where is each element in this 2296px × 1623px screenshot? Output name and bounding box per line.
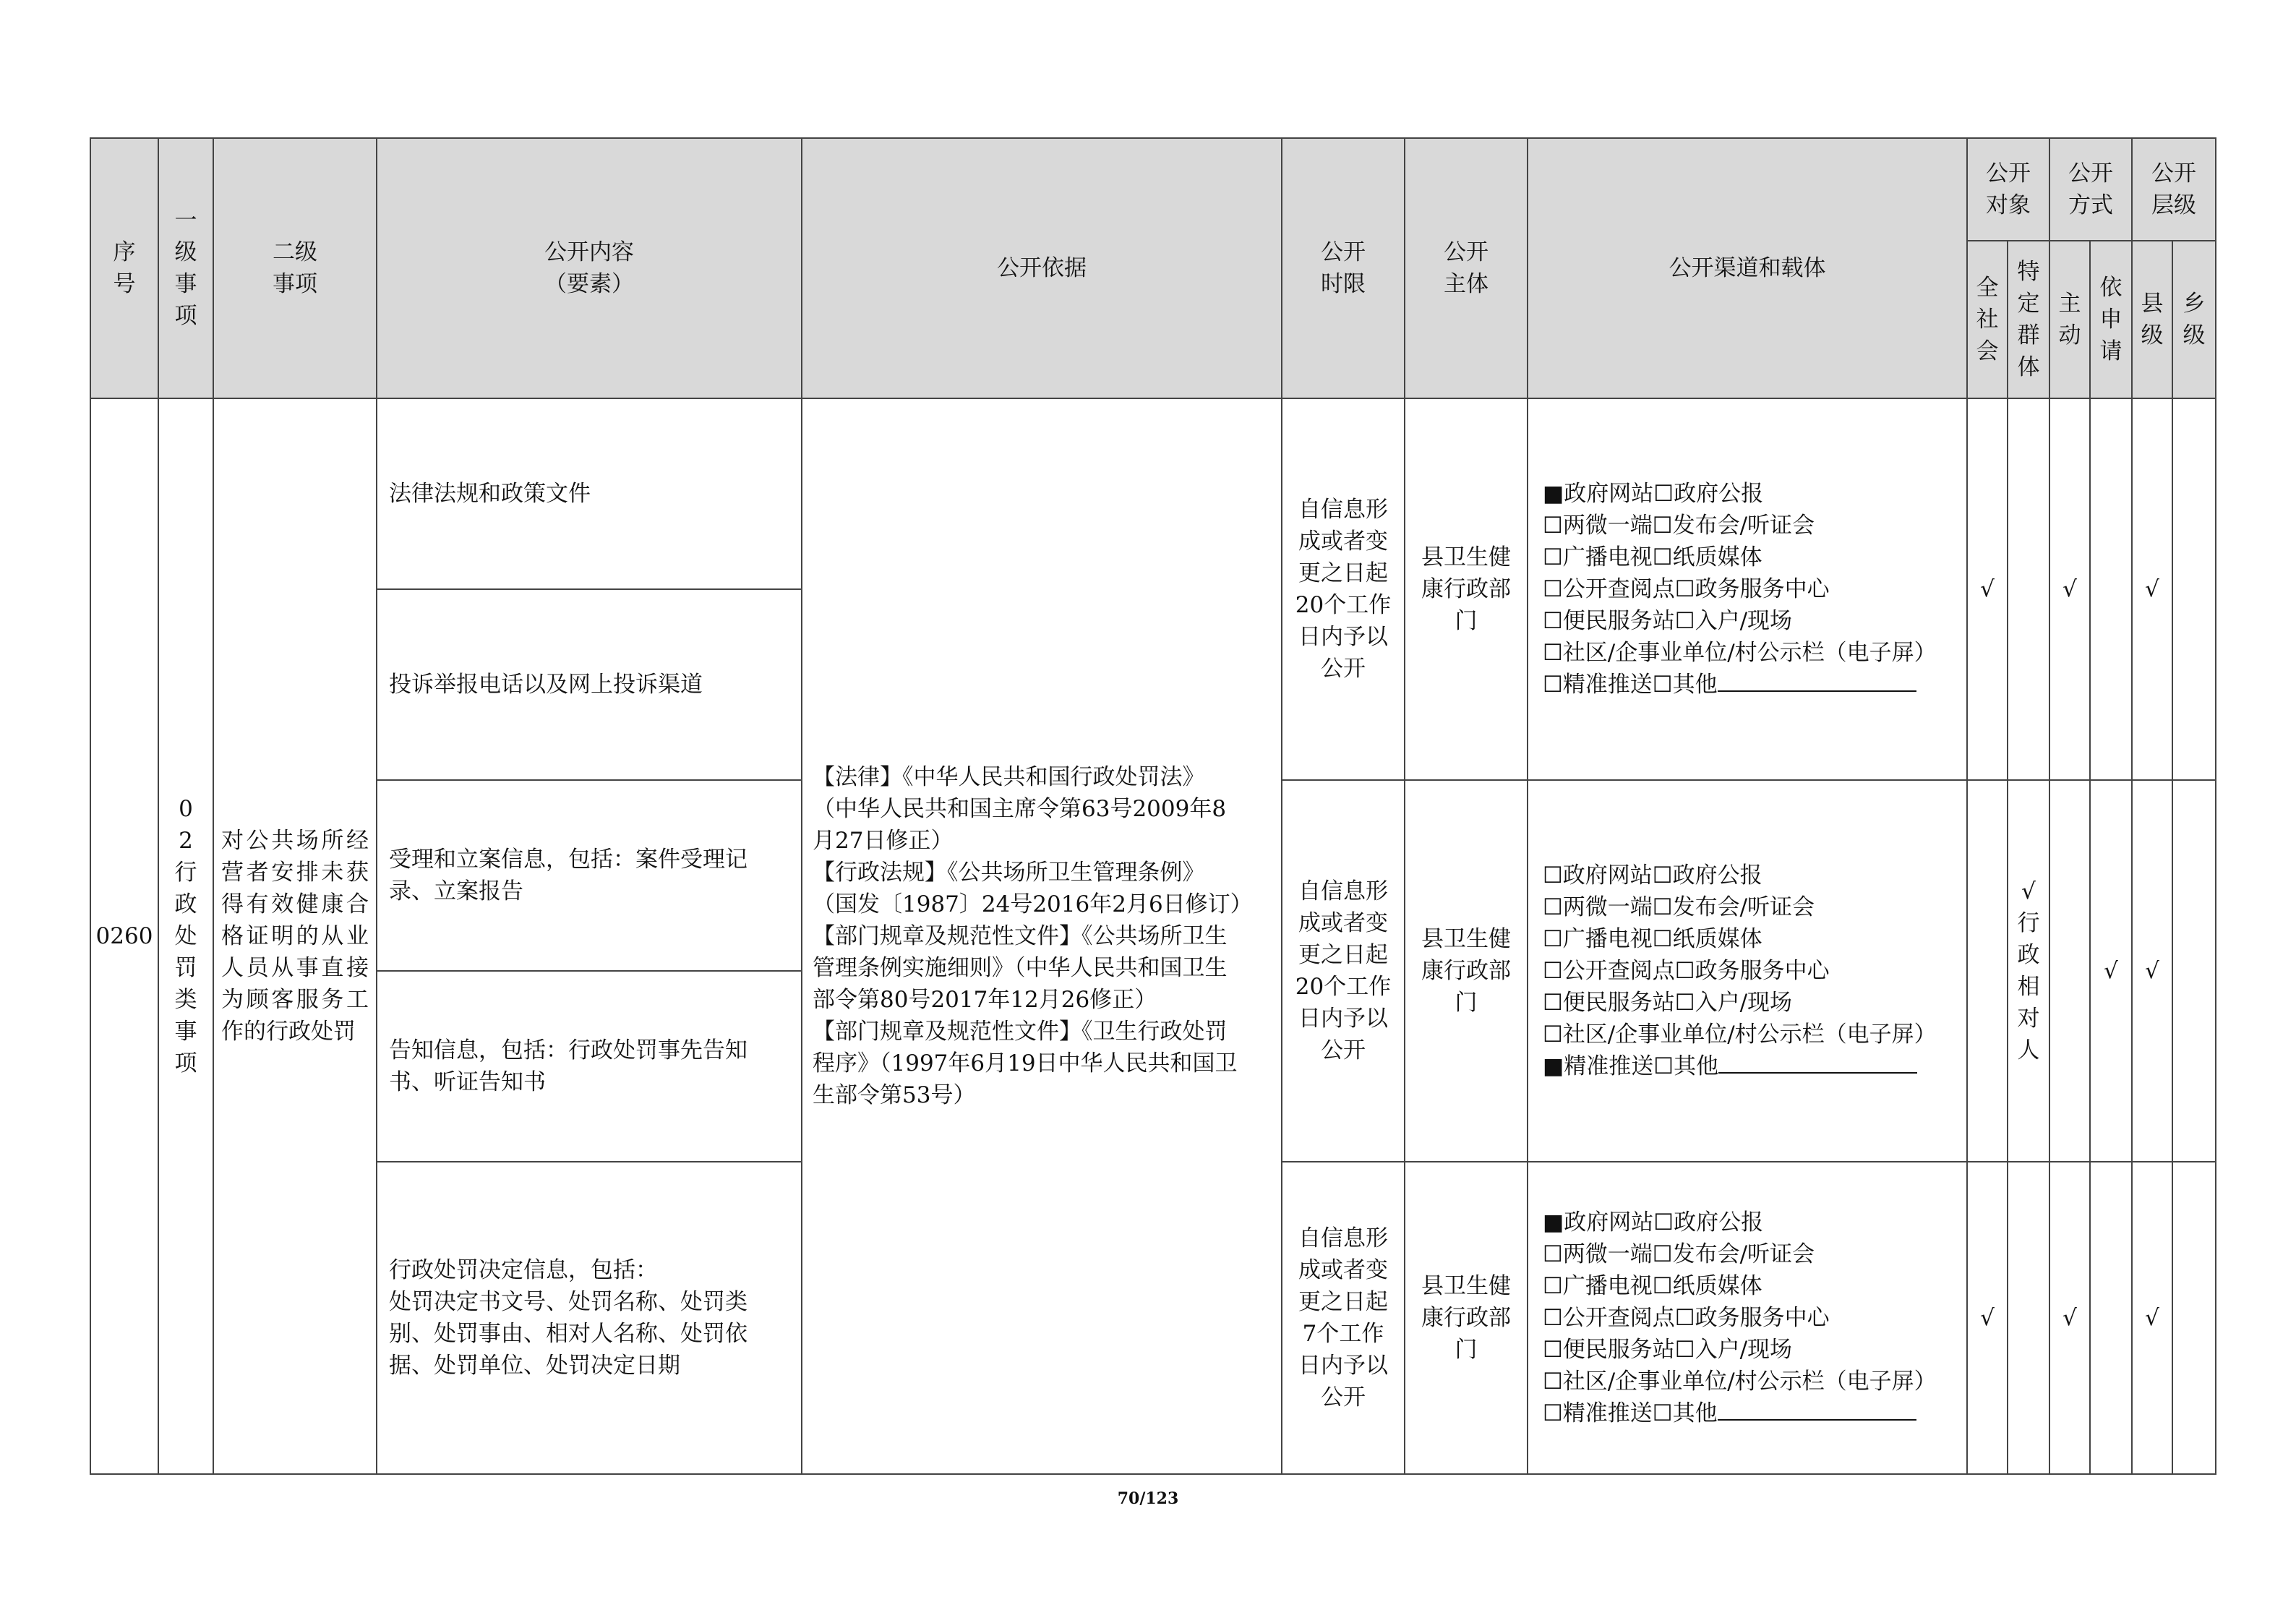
time-line: 更之日起	[1298, 1289, 1388, 1315]
basis-line: （中华人民共和国主席令第63号2009年8	[813, 796, 1227, 822]
header-content-sub: （要素）	[544, 271, 634, 297]
subject-line: 康行政部	[1421, 958, 1511, 984]
time-line: 公开	[1321, 1037, 1366, 1063]
mark-method-active: √	[2049, 1162, 2090, 1474]
row-level2: 对公共场所经营者安排未获得有效健康合格证明的从业人员从事直接为顾客服务工作的行政处罚	[213, 398, 377, 1474]
content-text: 书、听证告知书	[389, 1069, 546, 1095]
mark-level-township	[2172, 398, 2216, 780]
channel-line: ☐两微一端☐发布会/听证会	[1543, 894, 1815, 920]
content-text: 受理和立案信息，包括：案件受理记	[389, 847, 748, 873]
time-line: 20个工作	[1295, 974, 1392, 1000]
row-seq: 0260	[90, 398, 158, 1474]
mark-method-active: √	[2049, 398, 2090, 780]
channel-line: ☐广播电视☐纸质媒体	[1543, 1273, 1762, 1299]
header-method: 公开方式	[2049, 138, 2132, 241]
subject-line: 县卫生健	[1421, 1273, 1511, 1299]
subject-cell	[1405, 1162, 1528, 1474]
channel-line: ☐广播电视☐纸质媒体	[1543, 926, 1762, 952]
header-object-all: 全社会	[1967, 241, 2008, 398]
channel-cell	[1528, 398, 1967, 780]
channel-line: ■政府网站☐政府公报	[1543, 481, 1764, 507]
header-method-active: 主动	[2049, 241, 2090, 398]
content-cell	[377, 1162, 802, 1474]
other-blank-underline	[1718, 669, 1916, 692]
subject-cell	[1405, 398, 1528, 780]
channel-cell	[1528, 1162, 1967, 1474]
time-line: 更之日起	[1298, 942, 1388, 968]
header-content-title: 公开内容	[544, 239, 634, 265]
time-line: 成或者变	[1298, 528, 1388, 554]
time-limit-cell	[1282, 1162, 1405, 1474]
channel-cell	[1528, 780, 1967, 1162]
content-text: 告知信息，包括：行政处罚事先告知	[389, 1037, 748, 1063]
content-text: 行政处罚决定信息，包括：	[389, 1257, 658, 1283]
time-line: 日内予以	[1298, 624, 1388, 650]
header-channel: 公开渠道和载体	[1528, 138, 1967, 398]
channel-line-text: ☐精准推送☐其他	[1543, 1400, 1718, 1426]
mark-level-township	[2172, 780, 2216, 1162]
time-line: 日内予以	[1298, 1353, 1388, 1379]
mark-object-specific	[2008, 398, 2049, 780]
channel-line: ■政府网站☐政府公报	[1543, 1209, 1764, 1236]
header-seq: 序号	[90, 138, 158, 398]
basis-line: 月27日修正）	[813, 828, 954, 854]
header-level-county: 县级	[2132, 241, 2172, 398]
channel-line: ☐社区/企事业单位/村公示栏（电子屏）	[1543, 1022, 1937, 1048]
row-level1: 02行政处罚类事项	[158, 398, 213, 1474]
channel-line: ☐社区/企事业单位/村公示栏（电子屏）	[1543, 1369, 1937, 1395]
content-text: 法律法规和政策文件	[389, 481, 591, 507]
page-number: 70/123	[1117, 1489, 1179, 1508]
header-time-limit: 公开时限	[1282, 138, 1405, 398]
channel-line: ☐公开查阅点☐政务服务中心	[1543, 1305, 1830, 1331]
header-basis: 公开依据	[802, 138, 1282, 398]
time-line: 7个工作	[1302, 1321, 1384, 1347]
header-level: 公开层级	[2132, 138, 2216, 241]
mark-level-county: √	[2132, 1162, 2172, 1474]
basis-line: 【部门规章及规范性文件】《卫生行政处罚	[813, 1019, 1228, 1045]
channel-line-text: ■精准推送☐其他	[1543, 1053, 1719, 1079]
channel-line: ☐政府网站☐政府公报	[1543, 862, 1762, 888]
content-text: 投诉举报电话以及网上投诉渠道	[389, 672, 703, 698]
basis-line: 【法律】《中华人民共和国行政处罚法》	[813, 764, 1205, 790]
basis-cell	[802, 398, 1282, 1474]
content-cell	[377, 589, 802, 780]
header-level-township: 乡级	[2172, 241, 2216, 398]
mark-method-apply	[2090, 1162, 2132, 1474]
channel-line: ☐公开查阅点☐政务服务中心	[1543, 576, 1830, 602]
subject-line: 县卫生健	[1421, 926, 1511, 952]
subject-line: 门	[1455, 608, 1478, 634]
time-line: 自信息形	[1298, 1225, 1388, 1251]
mark-level-county: √	[2132, 780, 2172, 1162]
channel-line: ☐公开查阅点☐政务服务中心	[1543, 958, 1830, 984]
channel-line	[1543, 1050, 1952, 1082]
basis-line: 管理条例实施细则》（中华人民共和国卫生	[813, 955, 1228, 981]
basis-line: 程序》（1997年6月19日中华人民共和国卫	[813, 1050, 1238, 1076]
mark-method-active	[2049, 780, 2090, 1162]
channel-line	[1543, 669, 1952, 701]
time-limit-cell	[1282, 780, 1405, 1162]
content-text: 录、立案报告	[389, 878, 523, 904]
subject-cell	[1405, 780, 1528, 1162]
basis-line: 部令第80号2017年12月26修正）	[813, 987, 1157, 1013]
mark-method-apply	[2090, 398, 2132, 780]
channel-line	[1543, 1397, 1952, 1429]
time-line: 公开	[1321, 1384, 1366, 1410]
other-blank-underline	[1718, 1050, 1917, 1074]
content-text: 处罚决定书文号、处罚名称、处罚类	[389, 1289, 748, 1315]
header-object-specific: 特定群体	[2008, 241, 2049, 398]
time-line: 自信息形	[1298, 878, 1388, 904]
basis-line: 【行政法规】《公共场所卫生管理条例》	[813, 860, 1205, 886]
time-line: 成或者变	[1298, 1257, 1388, 1283]
basis-line: （国发〔1987〕24号2016年2月6日修订）	[813, 891, 1253, 917]
mark-object-specific: √行政相对人	[2008, 780, 2049, 1162]
disclosure-table	[90, 137, 2216, 1475]
time-line: 更之日起	[1298, 560, 1388, 586]
channel-line: ☐广播电视☐纸质媒体	[1543, 544, 1762, 570]
subject-line: 康行政部	[1421, 1305, 1511, 1331]
time-line: 自信息形	[1298, 497, 1388, 523]
content-text: 别、处罚事由、相对人名称、处罚依	[389, 1321, 748, 1347]
subject-line: 门	[1455, 1337, 1478, 1363]
mark-method-apply: √	[2090, 780, 2132, 1162]
content-cell	[377, 780, 802, 971]
time-line: 公开	[1321, 656, 1366, 682]
mark-level-county: √	[2132, 398, 2172, 780]
content-cell	[377, 971, 802, 1162]
header-object: 公开对象	[1967, 138, 2049, 241]
channel-line: ☐社区/企事业单位/村公示栏（电子屏）	[1543, 640, 1937, 666]
channel-line: ☐两微一端☐发布会/听证会	[1543, 513, 1815, 539]
mark-object-all: √	[1967, 398, 2008, 780]
content-cell	[377, 398, 802, 589]
channel-line-text: ☐精准推送☐其他	[1543, 672, 1718, 698]
header-level1: 一级事项	[158, 138, 213, 398]
subject-line: 门	[1455, 990, 1478, 1016]
channel-line: ☐便民服务站☐入户/现场	[1543, 1337, 1793, 1363]
time-line: 20个工作	[1295, 592, 1392, 618]
header-content	[377, 138, 802, 398]
mark-object-all	[1967, 780, 2008, 1162]
channel-line: ☐两微一端☐发布会/听证会	[1543, 1241, 1815, 1267]
subject-line: 康行政部	[1421, 576, 1511, 602]
time-line: 日内予以	[1298, 1006, 1388, 1032]
time-line: 成或者变	[1298, 910, 1388, 936]
other-blank-underline	[1718, 1397, 1916, 1421]
mark-object-all: √	[1967, 1162, 2008, 1474]
mark-level-township	[2172, 1162, 2216, 1474]
channel-line: ☐便民服务站☐入户/现场	[1543, 608, 1793, 634]
basis-line: 【部门规章及规范性文件】《公共场所卫生	[813, 923, 1228, 949]
header-level2: 二级事项	[213, 138, 377, 398]
time-limit-cell	[1282, 398, 1405, 780]
subject-line: 县卫生健	[1421, 544, 1511, 570]
basis-line: 生部令第53号）	[813, 1082, 976, 1108]
mark-object-specific	[2008, 1162, 2049, 1474]
header-subject: 公开主体	[1405, 138, 1528, 398]
content-text: 据、处罚单位、处罚决定日期	[389, 1353, 680, 1379]
header-method-apply: 依申请	[2090, 241, 2132, 398]
channel-line: ☐便民服务站☐入户/现场	[1543, 990, 1793, 1016]
